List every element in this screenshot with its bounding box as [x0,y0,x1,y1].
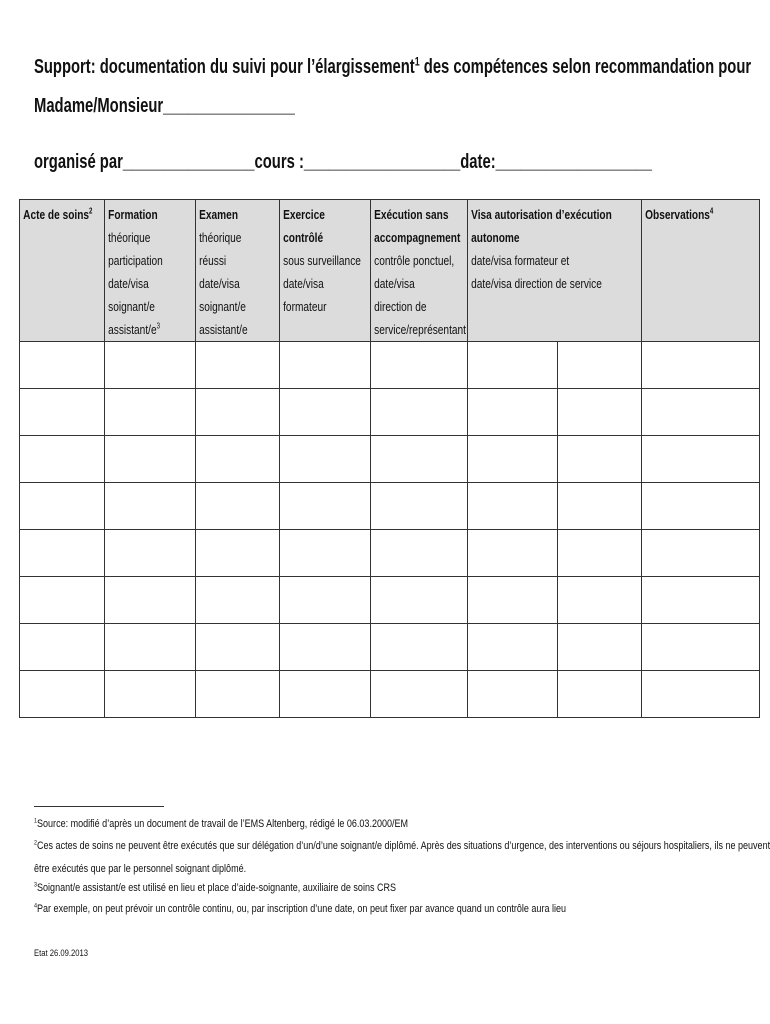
table-cell [105,624,196,671]
table-cell [468,389,558,436]
table-cell [558,624,642,671]
table-cell [20,530,105,577]
table-cell [196,624,280,671]
table-cell [558,530,642,577]
header-bold-text: accompagnement [374,230,461,245]
table-cell [280,389,371,436]
table-cell [642,342,760,389]
name-line: Madame/Monsieur________________ [34,95,295,117]
table-cell [20,624,105,671]
table-cell [558,671,642,718]
table-cell [105,483,196,530]
table-row [20,342,760,389]
table-row [20,436,760,483]
header-acte-de-soins [20,200,105,342]
header-exercice [280,200,371,342]
table-cell [371,389,468,436]
table-cell [558,577,642,624]
header-text: théorique [199,230,242,245]
header-text: service/représentant [374,322,466,337]
table-cell [468,483,558,530]
header-text: assistant/e [199,322,248,337]
table-cell [558,483,642,530]
table-cell [196,436,280,483]
table-cell [371,671,468,718]
header-text: date/visa [199,276,240,291]
table-cell [105,577,196,624]
table-cell [105,436,196,483]
table-cell [558,342,642,389]
table-row [20,483,760,530]
header-text: date/visa direction de service [471,276,602,291]
header-text: soignant/e [199,299,246,314]
header-text: date/visa [374,276,415,291]
header-text: participation [108,253,163,268]
header-bold-text: Visa autorisation d’exécution [471,207,612,222]
table-cell [280,577,371,624]
table-cell [20,436,105,483]
table-cell [196,671,280,718]
document-title: Support: documentation du suivi pour l’élargissement$^1$ des compétences selon recommandation pour [34,54,752,78]
header-bold-text: Examen [199,207,239,222]
table-row [20,389,760,436]
table-cell [468,436,558,483]
header-execution-sans-accompagnement [371,200,468,342]
table-cell [371,530,468,577]
header-bold-text: Formation [108,207,158,222]
footnote-divider [34,806,164,807]
footnote-cont: être exécutés que par le personnel soignant diplômé. [34,863,247,875]
header-text: direction de [374,299,427,314]
table-cell [642,530,760,577]
footnote-4: $^4$Par exemple, on peut prévoir un contrôle continu, ou, par inscription d’une date, on peut fixer par avance quand un contrôle aura lieu [34,902,567,915]
competence-table [19,199,760,718]
table-cell [196,342,280,389]
header-bold-text: autonome [471,230,520,245]
table-cell [280,342,371,389]
table-cell [468,624,558,671]
header-bold-text: Acte de soins$^2$ [23,206,93,222]
table-cell [642,483,760,530]
table-cell [371,577,468,624]
table-cell [468,342,558,389]
footnote-1: $^1$Source: modifié d’après un document de travail de l’EMS Altenberg, rédigé le 06.03.2000/EM [34,817,409,830]
table-cell [371,483,468,530]
header-text: date/visa [108,276,149,291]
header-text: soignant/e [108,299,155,314]
table-cell [196,389,280,436]
table-cell [468,530,558,577]
header-bold-text: Exercice [283,207,325,222]
table-cell [642,624,760,671]
table-row [20,671,760,718]
table-cell [20,389,105,436]
header-text: date/visa formateur et [471,253,570,268]
table-cell [280,624,371,671]
header-text: théorique [108,230,151,245]
header-observations [642,200,760,342]
header-visa-autorisation [468,200,642,342]
table-cell [196,530,280,577]
table-cell [105,389,196,436]
header-examen [196,200,280,342]
header-text: réussi [199,253,227,268]
course-info-line: organisé par________________cours :___________________date:___________________ [34,151,653,173]
header-text: sous surveillance [283,253,361,268]
table-cell [20,342,105,389]
header-formation [105,200,196,342]
header-bold-text: Exécution sans [374,207,449,222]
table-cell [371,342,468,389]
table-row [20,577,760,624]
table-cell [20,671,105,718]
table-cell [280,483,371,530]
table-header-row [20,200,760,342]
header-bold-text: Observations$^4$ [645,206,714,222]
table-cell [558,436,642,483]
header-text: formateur [283,299,327,314]
table-cell [196,577,280,624]
table-cell [642,389,760,436]
table-cell [468,671,558,718]
table-cell [105,342,196,389]
table-cell [196,483,280,530]
header-text: date/visa [283,276,324,291]
header-text: contrôle ponctuel, [374,253,455,268]
document-status-date: Etat 26.09.2013 [34,948,89,958]
table-cell [468,577,558,624]
table-cell [642,671,760,718]
header-bold-text: contrôlé [283,230,324,245]
table-cell [642,577,760,624]
footnote-3: $^3$Soignant/e assistant/e est utilisé en lieu et place d’aide-soignante, auxiliaire de soins CRS [34,881,397,894]
table-cell [558,389,642,436]
table-cell [280,671,371,718]
table-row [20,624,760,671]
footnote-ref-1: 1 [414,54,420,69]
table-body [20,342,760,718]
table-cell [371,436,468,483]
table-row [20,530,760,577]
table-cell [642,436,760,483]
footnote-2: $^2$Ces actes de soins ne peuvent être exécutés que sur délégation d’un/d’une soignant/e diplômé. Après des situations d’urgence, des interventions ou séjours hospitaliers, ils ne peuvent [34,839,770,852]
table-cell [280,436,371,483]
table-cell [105,530,196,577]
table-cell [20,577,105,624]
table-cell [371,624,468,671]
header-text: assistant/$e^3$ [108,321,160,337]
table-cell [280,530,371,577]
table-cell [105,671,196,718]
table-cell [20,483,105,530]
